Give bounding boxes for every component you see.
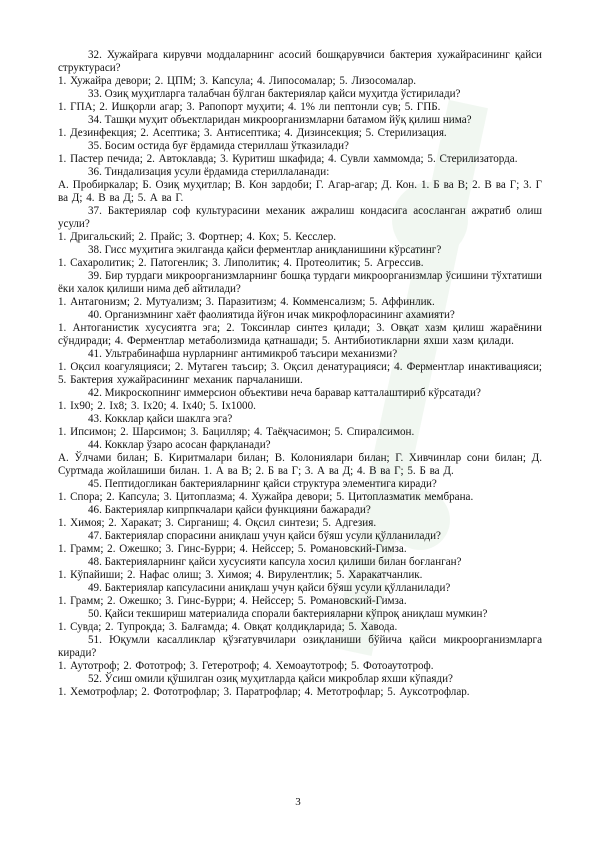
question-text: 46. Бактериялар кипрпкчалари қайси функцияни бажаради? bbox=[88, 504, 371, 516]
answer-options: 1. Аутотроф; 2. Фототроф; 3. Гетеротроф; 4. Хемоаутотроф; 5. Фотоаутотроф. bbox=[58, 660, 434, 672]
question-item bbox=[58, 348, 542, 387]
answer-options: 1. Ипсимон; 2. Шарсимон; 3. Бацилляр; 4. Таёқчасимон; 5. Спиралсимон. bbox=[58, 426, 415, 438]
question-item bbox=[58, 114, 542, 140]
question-text: 45. Пептидогликан бактерияларнинг қайси структура элементига киради? bbox=[88, 478, 437, 490]
answer-options: 1. Хемотрофлар; 2. Фототрофлар; 3. Паратрофлар; 4. Метотрофлар; 5. Ауксотрофлар. bbox=[58, 686, 470, 698]
answer-options: 1. Кўпайиши; 2. Нафас олиш; 3. Химоя; 4. Вирулентлик; 5. Харакатчанлик. bbox=[58, 569, 423, 581]
question-item bbox=[58, 530, 542, 556]
question-text: 43. Кокклар қайси шаклга эга? bbox=[88, 413, 233, 425]
answer-options: 1. Хужайра девори; 2. ЦПМ; 3. Капсула; 4. Липосомалар; 5. Лизосомалар. bbox=[58, 75, 417, 87]
question-item bbox=[58, 309, 542, 348]
question-item bbox=[58, 205, 542, 244]
answer-options: 1. Дригальский; 2. Прайс; 3. Фортнер; 4. Кох; 5. Кесслер. bbox=[58, 231, 337, 243]
answer-options: 1. Химоя; 2. Харакат; 3. Сирганиш; 4. Оқсил синтези; 5. Адгезия. bbox=[58, 517, 377, 529]
answer-options: 1. Дезинфекция; 2. Асептика; 3. Антисептика; 4. Дизинсекция; 5. Стерилизация. bbox=[58, 127, 447, 139]
question-item bbox=[58, 439, 542, 478]
question-text: 39. Бир турдаги микроорганизмларнинг бошқа турдаги микроорганизмлар ўсишини тўхтатиши ёки халок қилиши нима деб айтилади? bbox=[58, 270, 542, 295]
answer-options: 1. Спора; 2. Капсула; 3. Цитоплазма; 4. Хужайра девори; 5. Цитоплазматик мембрана. bbox=[58, 491, 474, 503]
answer-options: 1. Пастер печида; 2. Автоклавда; 3. Куритиш шкафида; 4. Сувли хаммомда; 5. Стерилизаторда. bbox=[58, 153, 518, 165]
question-text: 47. Бактериялар спорасини аниқлаш учун қайси бўяш усули қўлланилади? bbox=[88, 530, 441, 542]
question-item bbox=[58, 387, 542, 413]
question-item bbox=[58, 413, 542, 439]
question-item bbox=[58, 673, 542, 699]
answer-options: 1. ГПА; 2. Ишқорли агар; 3. Рапопорт муҳити; 4. 1% ли пептонли сув; 5. ГПБ. bbox=[58, 101, 441, 113]
question-text: 32. Хужайрага кирувчи моддаларнинг асосий бошқарувчиси бактерия хужайрасининг қайси структураси? bbox=[58, 49, 542, 74]
answer-options: 1. Сувда; 2. Тупроқда; 3. Балғамда; 4. Овқат қолдиқларида; 5. Хавода. bbox=[58, 621, 398, 633]
answer-options: 1. Грамм; 2. Ожешко; 3. Гинс-Бурри; 4. Нейссер; 5. Романовский-Гимза. bbox=[58, 595, 407, 607]
answer-options: 1. Антоганистик хусусиятга эга; 2. Токсинлар синтез қилади; 3. Овқат хазм қилиш жараёнини сўндиради; 4. Ферментлар метаболизмида қатнашади; 5. Антибиотикларни яхши хазм қилади. bbox=[58, 322, 542, 347]
page-number: 3 bbox=[295, 796, 301, 808]
question-text: 33. Озиқ муҳитларга талабчан бўлган бактериялар қайси муҳитда ўстирилади? bbox=[88, 88, 461, 100]
question-text: 35. Босим остида буғ ёрдамида стериллаш ўтказилади? bbox=[88, 140, 349, 152]
question-item bbox=[58, 556, 542, 582]
document-body bbox=[58, 49, 542, 699]
question-text: 48. Бактерияларнинг қайси хусусияти капсула хосил қилиши билан боғланган? bbox=[88, 556, 462, 568]
question-item bbox=[58, 166, 542, 205]
answer-options: А. Ўлчами билан; Б. Киритмалари билан; В. Колониялари билан; Г. Хивчинлар сони билан; Д. Суртмада жойлашиши билан. 1. А ва В; 2. Б ва Г; 3. А ва Д; 4. В ва Г; 5. Б ва Д. bbox=[58, 452, 542, 477]
question-text: 42. Микроскопнинг иммерсион объективи неча баравар катталаштириб кўрсатади? bbox=[88, 387, 481, 399]
question-text: 40. Организмнинг хаёт фаолиятида йўғон ичак микрофлорасининг ахамияти? bbox=[88, 309, 455, 321]
question-item bbox=[58, 634, 542, 673]
question-item bbox=[58, 608, 542, 634]
answer-options: 1. Грамм; 2. Ожешко; 3. Гинс-Бурри; 4. Нейссер; 5. Романовский-Гимза. bbox=[58, 543, 407, 555]
question-text: 50. Қайси текшириш материалида спорали бактерияларни кўпроқ аниқлаш мумкин? bbox=[88, 608, 488, 620]
question-text: 36. Тиндализация усули ёрдамида стериллаланади: bbox=[88, 166, 330, 178]
answer-options: 1. Сахаролитик; 2. Патогенлик; 3. Липолитик; 4. Протеолитик; 5. Агрессив. bbox=[58, 257, 424, 269]
question-text: 51. Юқумли касалликлар қўзғатувчилари озиқланиши бўйича қайси микроорганизмларга киради? bbox=[58, 634, 542, 659]
answer-options: А. Пробиркалар; Б. Озиқ муҳитлар; В. Кон зардоби; Г. Агар-агар; Д. Кон. 1. Б ва В; 2. В ва Г; 3. Г ва Д; 4. В ва Д; 5. А ва Г. bbox=[58, 179, 542, 204]
question-text: 41. Ультрабинафша нурларнинг антимикроб таъсири механизми? bbox=[88, 348, 398, 360]
question-item bbox=[58, 244, 542, 270]
question-item bbox=[58, 582, 542, 608]
question-text: 49. Бактериялар капсуласини аниқлаш учун қайси бўяш усули қўлланилади? bbox=[88, 582, 451, 594]
answer-options: 1. Антагонизм; 2. Мутуализм; 3. Паразитизм; 4. Комменсализм; 5. Аффинлик. bbox=[58, 296, 435, 308]
question-item bbox=[58, 504, 542, 530]
question-item bbox=[58, 478, 542, 504]
question-item bbox=[58, 49, 542, 88]
question-text: 44. Кокклар ўзаро асосан фарқланади? bbox=[88, 439, 271, 451]
answer-options: 1. Оқсил коагуляцияси; 2. Мутаген таъсир; 3. Оқсил денатурацияси; 4. Ферментлар инактивацияси; 5. Бактерия хужайрасининг механик парчаланиши. bbox=[58, 361, 542, 386]
question-text: 38. Гисс муҳитига экилганда қайси ферментлар аниқланишини кўрсатинг? bbox=[88, 244, 442, 256]
question-item bbox=[58, 88, 542, 114]
question-item bbox=[58, 270, 542, 309]
question-text: 37. Бактериялар соф культурасини механик ажралиш кондасига асосланган ажратиб олиш усули? bbox=[58, 205, 542, 230]
question-item bbox=[58, 140, 542, 166]
answer-options: 1. Ix90; 2. Ix8; 3. Ix20; 4. Ix40; 5. Ix1000. bbox=[58, 400, 256, 412]
question-text: 34. Ташқи муҳит объектларидан микроорганизмларни батамом йўқ қилиш нима? bbox=[88, 114, 472, 126]
question-text: 52. Ўсиш омили қўшилган озиқ муҳитларда қайси микроблар яхши кўпаяди? bbox=[88, 673, 453, 685]
